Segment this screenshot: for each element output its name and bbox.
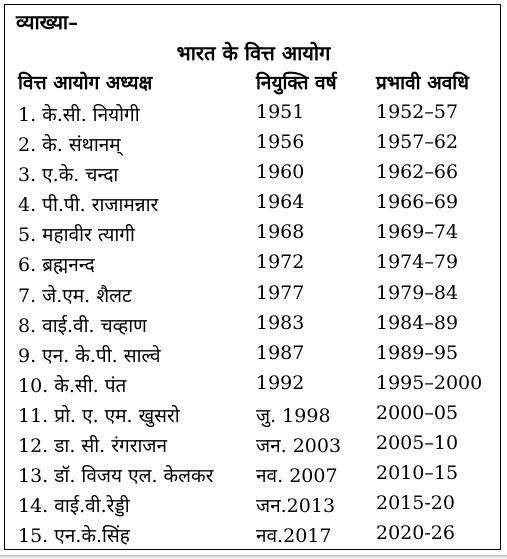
table-row (0, 432, 507, 462)
cell-appointed: 1964 (256, 191, 305, 214)
cell-appointed: 1960 (256, 161, 305, 184)
cell-chair: 8. वाई.वी. चव्हाण (18, 314, 147, 337)
cell-period: 2010–15 (376, 462, 459, 485)
cell-period: 1952–57 (376, 101, 459, 123)
cell-appointed: 1956 (256, 131, 305, 154)
table-row (0, 342, 507, 372)
cell-appointed: जन.2013 (256, 495, 336, 518)
table-title: भारत के वित्त आयोग (176, 41, 331, 65)
cell-chair: 6. ब्रह्मनन्द (18, 254, 95, 277)
column-header-period: प्रभावी अवधि (376, 72, 469, 94)
cell-chair: 14. वाई.वी.रेड्डी (18, 495, 130, 518)
table-row (0, 402, 507, 432)
cell-chair: 10. के.सी. पंत (18, 374, 127, 397)
cell-appointed: 1983 (256, 311, 305, 334)
cell-period: 1979–84 (376, 281, 459, 304)
cell-chair: 7. जे.एम. शैलट (18, 284, 132, 307)
cell-period: 2000–05 (376, 401, 459, 424)
cell-period: 2015-20 (376, 492, 455, 515)
cell-period: 1974–79 (376, 251, 459, 274)
cell-appointed: 1977 (256, 281, 305, 304)
section-heading: व्याख्या– (16, 10, 79, 34)
cell-chair: 12. डा. सी. रंगराजन (18, 435, 168, 458)
table-row (0, 492, 507, 522)
table-row (0, 131, 507, 161)
cell-chair: 11. प्रो. ए. एम. खुसरो (18, 404, 180, 427)
cell-period: 2005–10 (376, 432, 459, 455)
table-row (0, 312, 507, 342)
cell-appointed: 1972 (256, 251, 305, 274)
column-header-appointed: नियुक्ति वर्ष (256, 72, 337, 94)
cell-chair: 5. महावीर त्यागी (18, 224, 135, 247)
cell-chair: 3. ए.के. चन्दा (18, 164, 119, 187)
table-row (0, 462, 507, 492)
table-row (0, 221, 507, 251)
cell-chair: 9. एन. के.पी. साल्वे (18, 344, 161, 367)
table-row (0, 372, 507, 402)
cell-appointed: नव.2017 (256, 525, 332, 548)
cell-period: 1962–66 (376, 161, 459, 184)
cell-chair: 1. के.सी. नियोगी (18, 104, 140, 126)
cell-appointed: जन. 2003 (256, 435, 342, 458)
cell-chair: 2. के. संथानम् (18, 134, 121, 157)
cell-appointed: 1968 (256, 221, 305, 244)
cell-period: 1957–62 (376, 131, 459, 154)
cell-period: 1984–89 (376, 311, 459, 334)
cell-period: 1969–74 (376, 221, 459, 244)
table-row (0, 251, 507, 281)
cell-appointed: 1951 (256, 101, 305, 123)
cell-period: 1966–69 (376, 191, 459, 214)
cell-period: 1989–95 (376, 341, 459, 364)
table-row (0, 191, 507, 221)
cell-appointed: 1992 (256, 371, 305, 394)
table-body (0, 101, 507, 552)
table-row (0, 522, 507, 552)
cell-chair: 4. पी.पी. राजामन्नार (18, 194, 159, 217)
column-header-chair: वित्त आयोग अध्यक्ष (18, 72, 153, 94)
table-row (0, 101, 507, 131)
page-cutoff-strip (0, 553, 507, 559)
table-row (0, 161, 507, 191)
cell-period: 2020-26 (376, 522, 455, 545)
table-row (0, 282, 507, 312)
cell-chair: 15. एन.के.सिंह (18, 525, 130, 548)
cell-chair: 13. डॉ. विजय एल. केलकर (18, 465, 214, 488)
cell-appointed: नव. 2007 (256, 465, 338, 488)
cell-appointed: 1987 (256, 341, 305, 364)
cell-appointed: जु. 1998 (256, 404, 331, 427)
cell-period: 1995–2000 (376, 371, 483, 394)
